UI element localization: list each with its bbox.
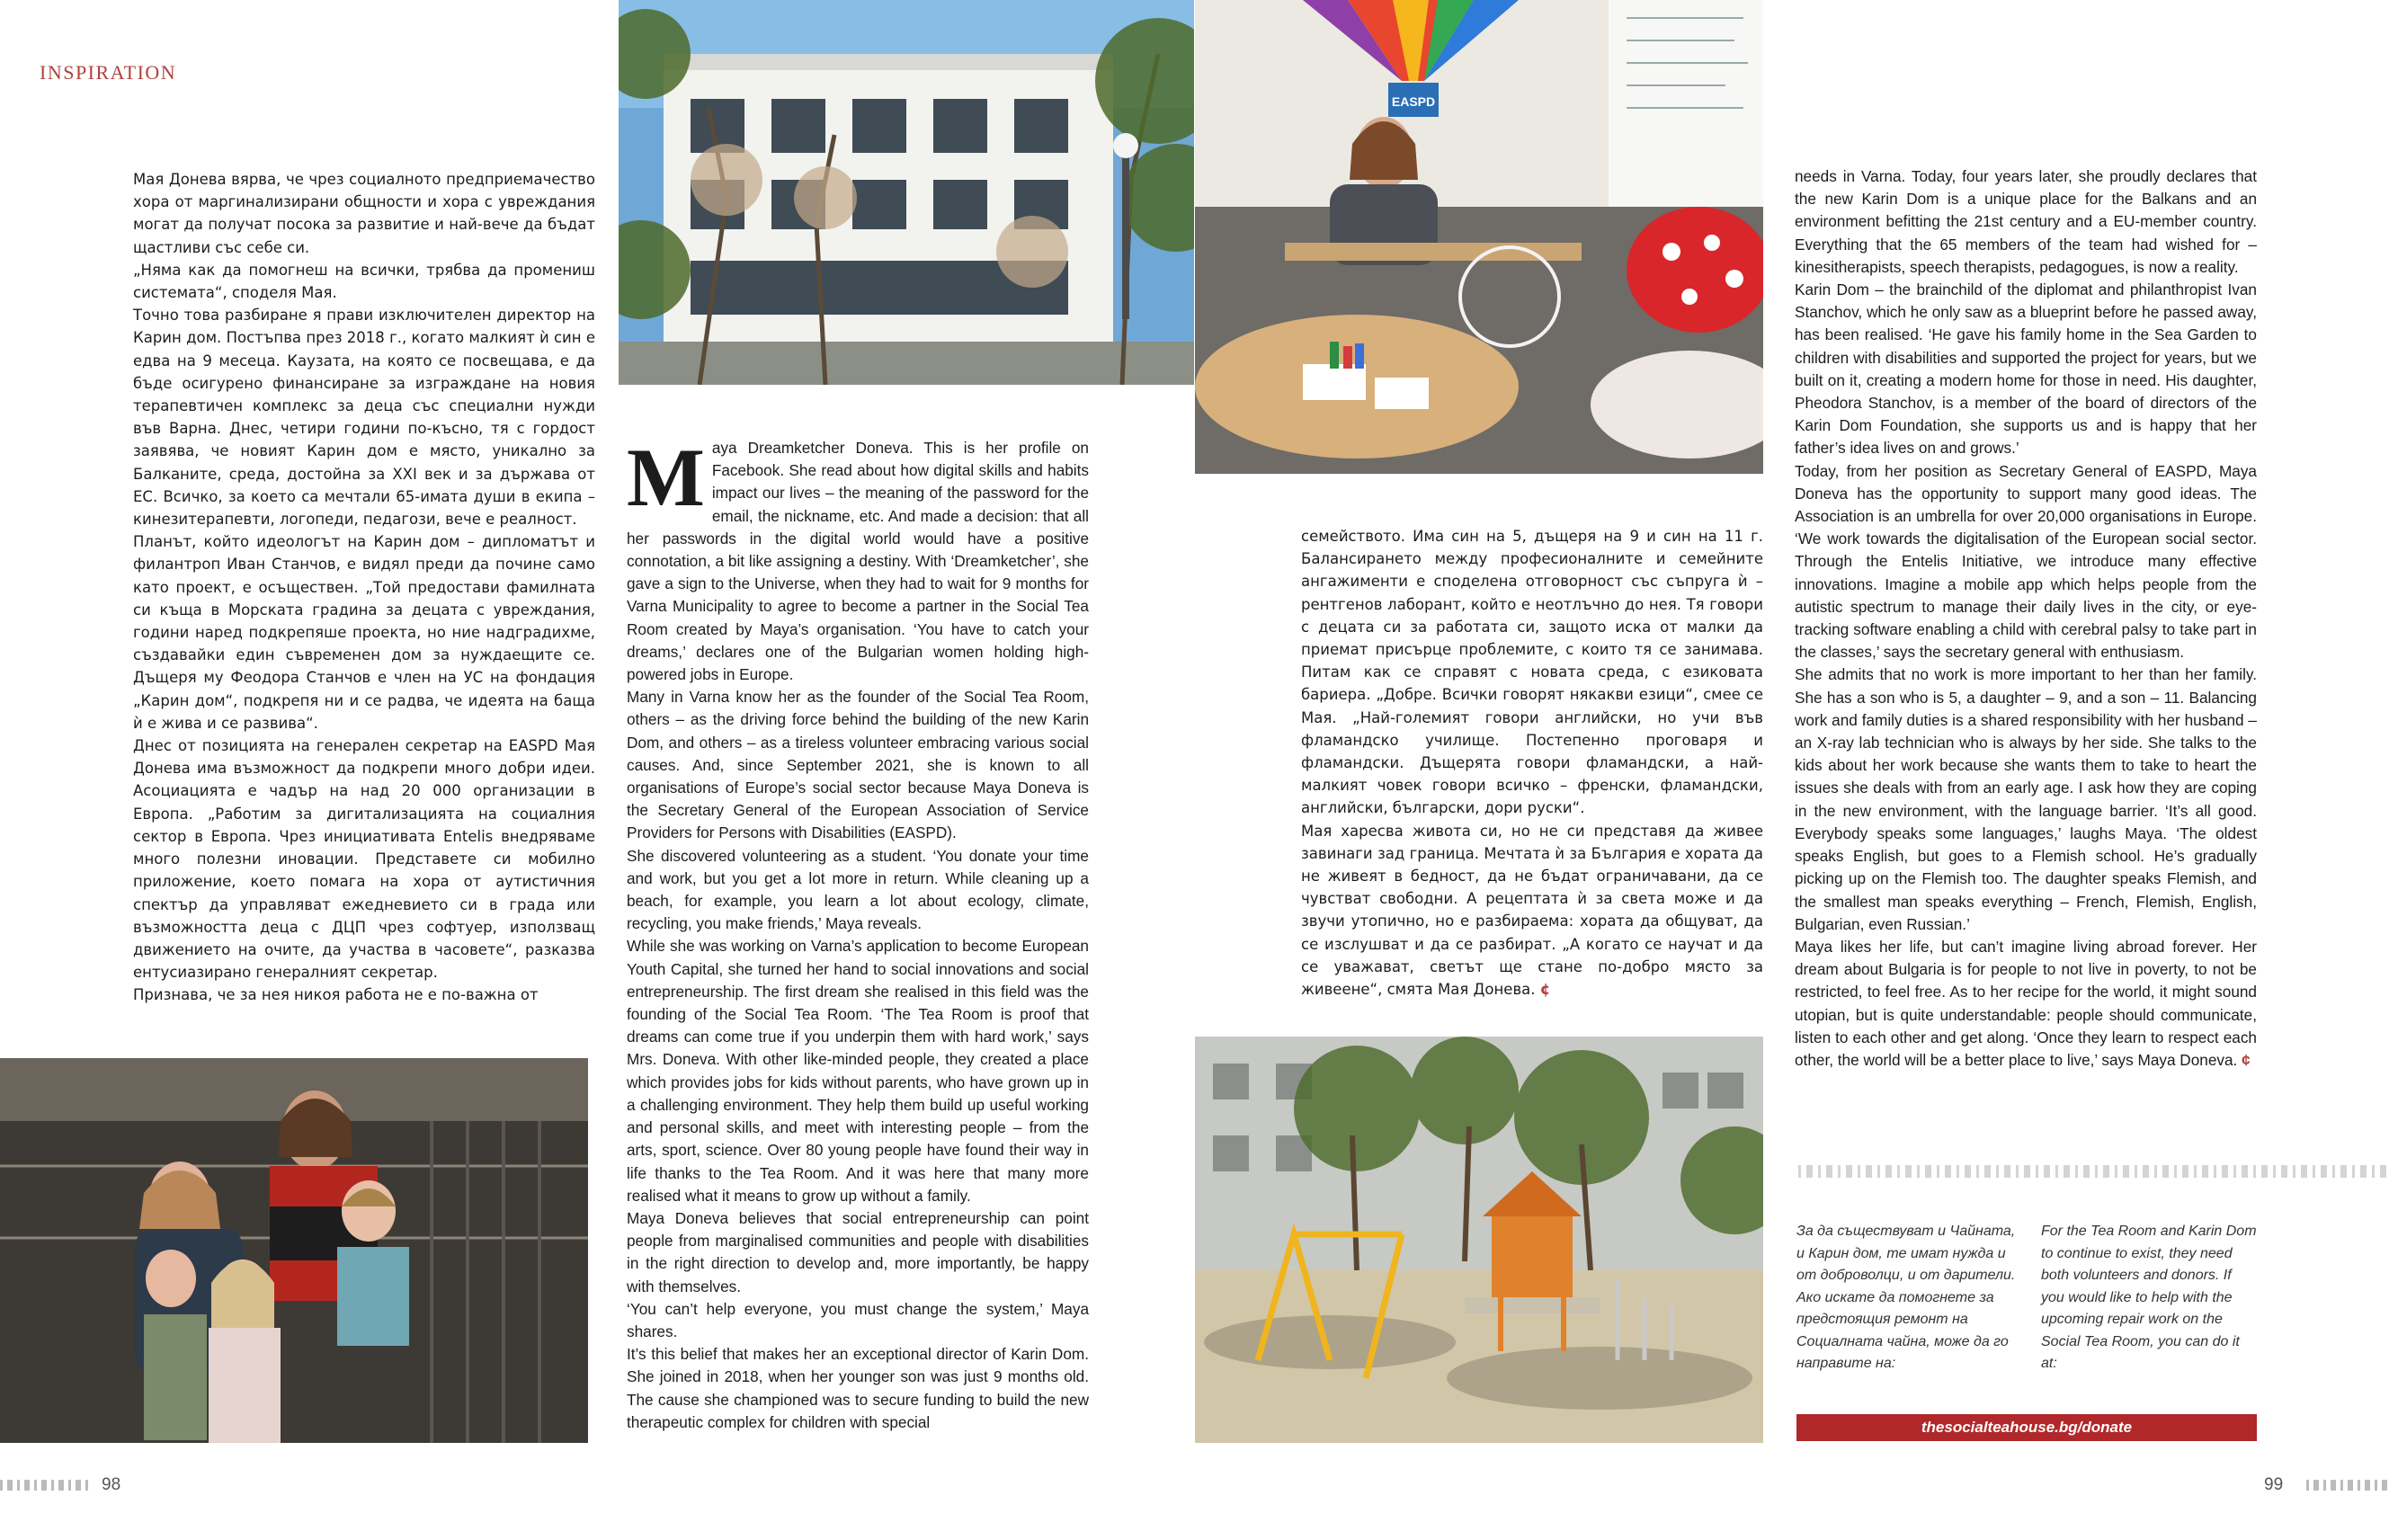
paragraph: семейството. Има син на 5, дъщеря на 9 и син на 11 г. Балансирането между професионалните и семейните ангажименти е споделена отговорност със съпруга ѝ – рентгенов лаборант, който е неотлъчно до нея. Тя говори с децата си за работата си, защото иска от малки да приемат присърце проблемите, с които тя се занимава. Питам как се справят с новата среда, с езиковата бариера. „Добре. Всички говорят някакви езици“, смее се Мая. „Най-големият говори английски, но учи във фламандско училище. Постепенно проговаря и фламандски. Дъщерята говори фламандски, а най-малкият човек говори всичко – френски, фламандски, английски, български, дори руски“. — [1301, 528, 1763, 817]
end-mark: ¢ — [1539, 981, 1551, 999]
photo-office-maya — [1195, 0, 1763, 474]
paragraph: She admits that no work is more important to her than her family. She has a son who is 5, a daughter – 9, and a son – 11. Balancing work and family duties is a shared responsibility with her husband – an X-ray lab technician who is always by her side. She talks to the kids about her work because she wants them to take to heart the issues she deals with from an early age. I ask how they are coping in the new environment, with the language barrier. ‘It’s all good. Everybody speaks some languages,’ laughs Maya. ‘The oldest speaks English, but goes to a Flemish school. He’s gradually picking up on the Flemish too. The daughter speaks Flemish, and the smallest man speaks everything – French, Flemish, English, Bulgarian, even Russian.’ — [1795, 665, 2257, 933]
paragraph: needs in Varna. Today, four years later, she proudly declares that the new Karin Dom is a unique place for the Balkans and an environment befitting the 21st century and a EU-member country. Everything that the 65 members of the team had wished for – kinesitherapists, speech therapists, pedagogues, is now a reality. — [1795, 167, 2257, 276]
paragraph: Планът, който идеологът на Карин дом – дипломатът и филантроп Иван Станчов, е видял преди да почине само като проект, е осъществен. „Той предостави фамилната си къща в Морската градина за децата с увреждания, години наред подкрепяше проекта, но ние надградихме, създавайки един съвременен дом за нуждаещите се. Дъщеря му Феодора Станчов е член на УС на фондация „Карин дом“, подкрепя ни и се радва, че идеята на баща ѝ е жива и се развива“. — [133, 533, 595, 732]
drop-cap: M — [627, 432, 705, 523]
end-mark: ¢ — [2242, 1050, 2251, 1069]
paragraph: While she was working on Varna’s application to become European Youth Capital, she turned her hand to social innovations and social entrepreneurship. The first dream she realised in this field was the founding of the Social Tea Room. ‘The Tea Room is proof that dreams can come true if you underpin them with hard work,’ says Mrs. Doneva. With other like-minded people, they created a place which provides jobs for kids without parents, who have grown up in a challenging environment. They help them build up useful working and personal skills, and meet with interesting people – from the arts, sport, science. Over 80 young people have found their way in life thanks to the Tea Room. And it was here that many more realised what it means to grow up without a family. — [627, 937, 1089, 1205]
paragraph: „Няма как да помогнеш на всички, трябва да промениш системата“, споделя Мая. — [133, 261, 595, 302]
photo-playground — [1195, 1037, 1763, 1443]
paragraph: Karin Dom – the brainchild of the diplomat and philanthropist Ivan Stanchov, which he only saw as a blueprint before he passed away, has been realised. ‘He gave his family home in the Sea Garden to children with disabilities and supported the project for years, but we built on it, creating a modern home for those in need. His daughter, Pheodora Stanchov, is a member of the board of directors of the Karin Dom Foundation, she supports us and is happy that her father’s idea lives on and grows.’ — [1795, 280, 2257, 458]
paragraph: Признава, че за нея никоя работа не е по-важна от — [133, 986, 539, 1004]
ornament-divider — [1798, 1165, 2389, 1178]
paragraph: Maya Doneva believes that social entrepreneurship can point people from marginalised communities and people with disabilities in the right direction to develop and, more importantly, be happy with themselves. — [627, 1208, 1089, 1295]
page-number-right: 99 — [2264, 1475, 2284, 1494]
paragraph: aya Dreamketcher Doneva. This is her profile on Facebook. She read about how digital skills and habits impact our lives – the meaning of the password for the email, the nickname, etc. And made a decision: that all her passwords in the digital world would have a positive connotation, a bit like assigning a destiny. With ‘Dreamketcher’, she gave a sign to the Universe, when they had to wait for 9 months for Varna Municipality to agree to become a partner in the Social Tea Room created by Maya’s organisation. ‘You have to catch your dreams,’ declares one of the Bulgarian women holding high-powered jobs in Europe. — [627, 439, 1089, 684]
paragraph: Днес от позицията на генерален секретар на EASPD Мая Донева има възможност да подкрепи много добри идеи. Асоциацията е чадър на над 20 000 организации в Европа. „Работим за дигитализацията на социалния сектор в Европа. Чрез инициативата Entelis внедряваме много полезни иновации. Представете си мобилно приложение, което помага на хора от аутистичния спектър да управляват ежедневието си в града или възможността деца с ДЦП чрез софтуер, използващ движението на очите, да участва в часовете“, разказва ентусиазирано генералният секретар. — [133, 737, 595, 982]
article-column-bulgarian-2 — [1301, 525, 1763, 1001]
page-number-left: 98 — [102, 1475, 121, 1494]
paragraph: Точно това разбиране я прави изключителен директор на Карин дом. Постъпва през 2018 г., когато малкият ѝ син е едва на 9 месеца. Каузата, на която се посвещава, е да бъде осигурено финансиране за изграждане на новия терапевтичен комплекс за деца със специални нужди във Варна. Днес, четири години по-късно, тя с гордост заявява, че новият Карин дом е място, уникално за Балканите, среда, достойна за XXI век и за държава от ЕС. Всичко, за което са мечтали 65-имата души в екипа – кинезитерапевти, логопеди, педагози, вече е реалност. — [133, 307, 595, 529]
article-column-bulgarian — [133, 168, 595, 1007]
paragraph: It’s this belief that makes her an exceptional director of Karin Dom. She joined in 2018, when her younger son was just 9 months old. The cause she championed was to secure funding to build the new therapeutic complex for children with special — [627, 1345, 1089, 1431]
section-label: INSPIRATION — [40, 61, 177, 84]
paragraph: She discovered volunteering as a student. ‘You donate your time and work, but you get a lot more in return. While cleaning up a beach, for example, you learn a lot about ecology, climate, recycling, you make friends,’ Maya reveals. — [627, 846, 1089, 933]
paragraph: Today, from her position as Secretary General of EASPD, Maya Doneva has the opportunity to support many good ideas. The Association is an umbrella for over 20,000 organisations in Europe. ‘We work towards the digitalisation of the European social sector. Through the Entelis Initiative, we introduce many effective innovations. Imagine a mobile app which helps people from the autistic spectrum to manage their daily lives in the city, or eye-tracking software enabling a child with cerebral palsy to take part in the classes,’ says the secretary general with enthusiasm. — [1795, 461, 2257, 662]
paragraph: Мая харесва живота си, но не си представя да живее завинаги зад граница. Мечтата ѝ за България е хората да не живеят в бедност, да не бъдат ограничавани, да се чувстват свободни. А рецептата ѝ за света може и да звучи утопично, но е разбираема: хората да общуват, да се изслушват и да се разбират. „А когато се научат и да се уважават, светът ще стане по-добро място за живеене“, смята Мая Донева. — [1301, 822, 1763, 999]
donate-link[interactable]: thesocialteahouse.bg/donate — [1796, 1414, 2257, 1441]
sidebar-text-bulgarian: За да съществуват и Чайната, и Карин дом, те имат нужда и от доброволци, и от дарители. Ако искате да помогнете за предстоящия ремонт на Социалната чайна, може да го направите на: — [1796, 1224, 2016, 1371]
paragraph: Many in Varna know her as the founder of the Social Tea Room, others – as the driving force behind the building of the new Karin Dom, and others – as a tireless volunteer embracing various social causes. And, since September 2021, she is known to all organisations of Europe’s social sector because Maya Doneva is the Secretary General of the European Association of Service Providers for Persons with Disabilities (EASPD). — [627, 688, 1089, 842]
article-column-english-2 — [1795, 165, 2257, 1072]
paragraph: ‘You can’t help everyone, you must change the system,’ Maya shares. — [627, 1299, 1089, 1340]
folio-ornament-left — [0, 1480, 90, 1491]
photo-building-exterior — [619, 0, 1194, 385]
folio-ornament-right — [2306, 1480, 2389, 1491]
paragraph: Maya likes her life, but can’t imagine living abroad forever. Her dream about Bulgaria is for people to not live in poverty, to not be restricted, to feel free. As to her recipe for the world, it might sound utopian, but is quite understandable: people should communicate, listen to each other and get along. ‘Once they learn to respect each other, the world will be a better place to live,’ says Maya Doneva. — [1795, 937, 2257, 1069]
paragraph: Мая Донева вярва, че чрез социалното предприемачество хора от маргинализирани общности и хора с увреждания могат да получат посока за развитие и най-вече да бъдат щастливи със себе си. — [133, 171, 595, 256]
sidebar-text-english: For the Tea Room and Karin Dom to continue to exist, they need both volunteers and donors. If you would like to help with the upcoming repair work on the Social Tea Room, you can do it at: — [2041, 1224, 2257, 1371]
easpd-logo-text: EASPD — [1391, 94, 1436, 109]
photo-family — [0, 1058, 588, 1443]
article-column-english-1 — [627, 432, 1089, 1434]
